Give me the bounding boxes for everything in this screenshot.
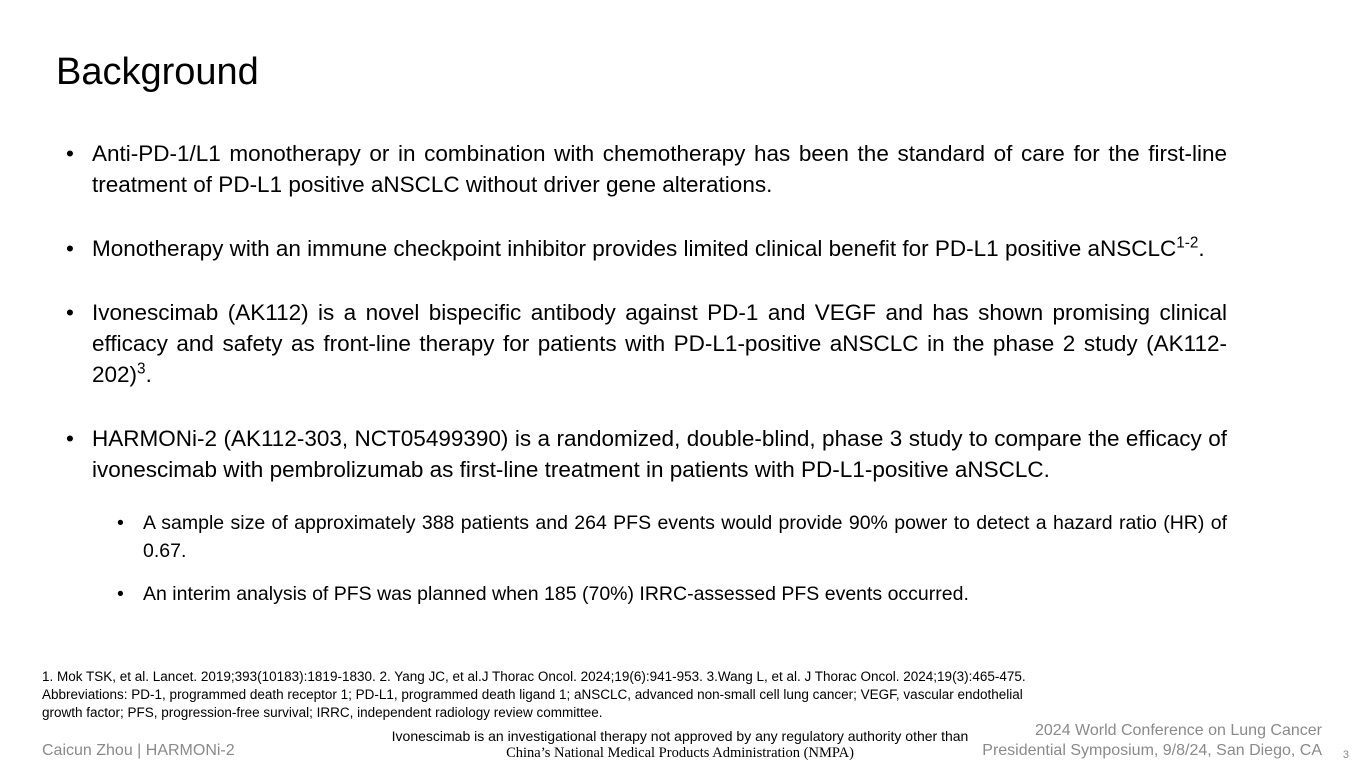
bullet-marker: • <box>66 300 74 325</box>
abbreviations-line: Abbreviations: PD-1, programmed death receptor 1; PD-L1, programmed death ligand 1; aNSCLC, advanced non-small cell lung cancer; VEGF, vascular endothelial <box>42 687 1023 702</box>
bullet-text: Ivonescimab (AK112) is a novel bispecific antibody against PD-1 and VEGF and has shown promising clinical efficacy and safety as front-line therapy for patients with PD-L1-positive aNSCLC in the phase 2 study (AK112-202) <box>92 300 1227 387</box>
sub-bullet-item <box>117 509 1227 565</box>
bullet-text: Anti-PD-1/L1 monotherapy or in combination with chemotherapy has been the standard of care for the first-line treatment of PD-L1 positive aNSCLC without driver gene alterations. <box>92 141 1227 197</box>
conference-session: Presidential Symposium, 9/8/24, San Diego, CA <box>982 742 1322 759</box>
references <box>42 668 1052 722</box>
bullet-tail: . <box>145 362 152 387</box>
bullet-marker: • <box>66 426 74 451</box>
sub-bullet-item <box>117 580 1227 608</box>
disclaimer-line: China’s National Medical Products Administration (NMPA) <box>506 745 854 761</box>
citation-superscript: 1-2 <box>1176 234 1199 252</box>
sub-bullet-text: A sample size of approximately 388 patients and 264 PFS events would provide 90% power to detect a hazard ratio (HR) of 0.67. <box>143 512 1227 562</box>
abbreviations-line: growth factor; PFS, progression-free survival; IRRC, independent radiology review committee. <box>42 705 603 720</box>
bullet-marker: • <box>117 512 124 534</box>
disclaimer <box>380 728 980 762</box>
bullet-text: Monotherapy with an immune checkpoint inhibitor provides limited clinical benefit for PD-L1 positive aNSCLC <box>92 236 1177 261</box>
citation-superscript: 3 <box>137 360 146 378</box>
bullet-list <box>66 138 1227 623</box>
conference-info <box>982 721 1322 761</box>
disclaimer-line: Ivonescimab is an investigational therapy not approved by any regulatory authority other than <box>391 728 969 744</box>
presenter-label: Caicun Zhou | HARMONi-2 <box>42 742 235 759</box>
bullet-marker: • <box>66 141 74 166</box>
bullet-tail: . <box>1198 236 1205 261</box>
page-number: 3 <box>1342 749 1349 761</box>
slide-title: Background <box>56 51 259 93</box>
bullet-item <box>66 423 1227 485</box>
bullet-item <box>66 297 1227 390</box>
bullet-marker: • <box>66 236 74 261</box>
bullet-item <box>66 233 1227 264</box>
conference-name: 2024 World Conference on Lung Cancer <box>1035 722 1322 739</box>
bullet-text: HARMONi-2 (AK112-303, NCT05499390) is a randomized, double-blind, phase 3 study to compare the efficacy of ivonescimab with pembrolizumab as first-line treatment in patients with PD-L1-positive aNSCLC. <box>92 426 1227 482</box>
bullet-marker: • <box>117 583 124 605</box>
sub-bullet-text: An interim analysis of PFS was planned when 185 (70%) IRRC-assessed PFS events occurred. <box>143 583 969 605</box>
bullet-item <box>66 138 1227 200</box>
reference-line: 1. Mok TSK, et al. Lancet. 2019;393(10183):1819-1830. 2. Yang JC, et al.J Thorac Oncol. 2024;19(6):941-953. 3.Wang L, et al. J Thorac Oncol. 2024;19(3):465-475. <box>42 669 1026 684</box>
